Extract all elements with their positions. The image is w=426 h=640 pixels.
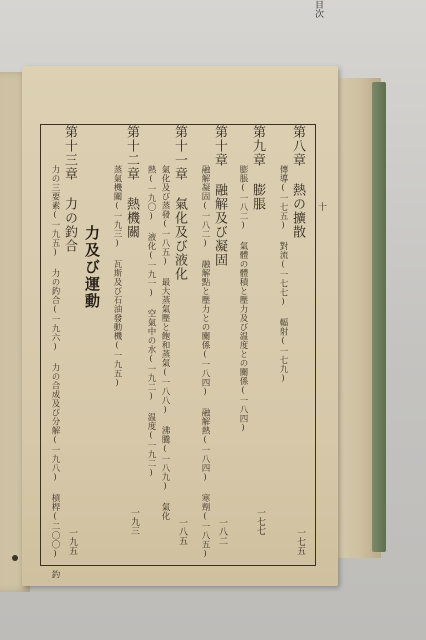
header-mark: 目次 xyxy=(313,0,323,18)
toc-frame xyxy=(40,124,316,579)
section-heading: 力及び運動 xyxy=(83,225,101,310)
chapter-10-title: 第十章 融解及び凝固 xyxy=(212,125,227,267)
binding-hole xyxy=(12,555,18,561)
chapter-12-page: 一九三 xyxy=(129,508,139,535)
chapter-8-title: 第八章 熱の擴散 xyxy=(290,125,305,239)
chapter-13-page: 一九五 xyxy=(67,528,77,555)
chapter-12-subs: 蒸氣機關(一九三) 瓦斯及び石油發動機(一九五) xyxy=(112,165,122,389)
chapter-10-page: 一八二 xyxy=(217,518,227,545)
chapter-10-subs: 融解凝固(一八二) 融解點と壓力との關係(一八四) 融解熱(一八四) 寒劑(一八五) xyxy=(200,165,210,560)
book-cover-edge xyxy=(372,82,386,552)
chapter-13-title: 第十三章 力の釣合 xyxy=(62,125,77,253)
header-page-kan: 十 xyxy=(318,203,328,213)
chapter-9-title: 第九章 膨脹 xyxy=(250,125,265,211)
chapter-12-title: 第十二章 熱機關 xyxy=(124,125,139,239)
chapter-11-page: 一八五 xyxy=(177,518,187,545)
chapter-8-page: 一七五 xyxy=(295,528,305,555)
chapter-13-subs: 力の三要素(一九五) 力の釣合(一九六) 力の合成及び分解(一九八) 槓桿(二〇〇) 釣 xyxy=(50,165,60,579)
chapter-11-subs-a: 氣化及び蒸發(一八五) 最大蒸氣壓と飽和蒸氣(一八八) 沸騰(一八九) 氣化 xyxy=(160,165,170,521)
chapter-8-subs: 傳導(一七五) 對流(一七七) 輻射(一七九) xyxy=(278,165,288,384)
chapter-11-title: 第十一章 氣化及び液化 xyxy=(172,125,187,281)
chapter-9-page: 一七七 xyxy=(255,508,265,535)
chapter-9-subs: 膨脹(一八二) 氣體の體積と壓力及び温度との關係(一八四) xyxy=(238,165,248,434)
chapter-11-subs-b: 熱(一九〇) 液化(一九一) 空氣中の水(一九二) 温度(一九二) xyxy=(146,165,156,479)
